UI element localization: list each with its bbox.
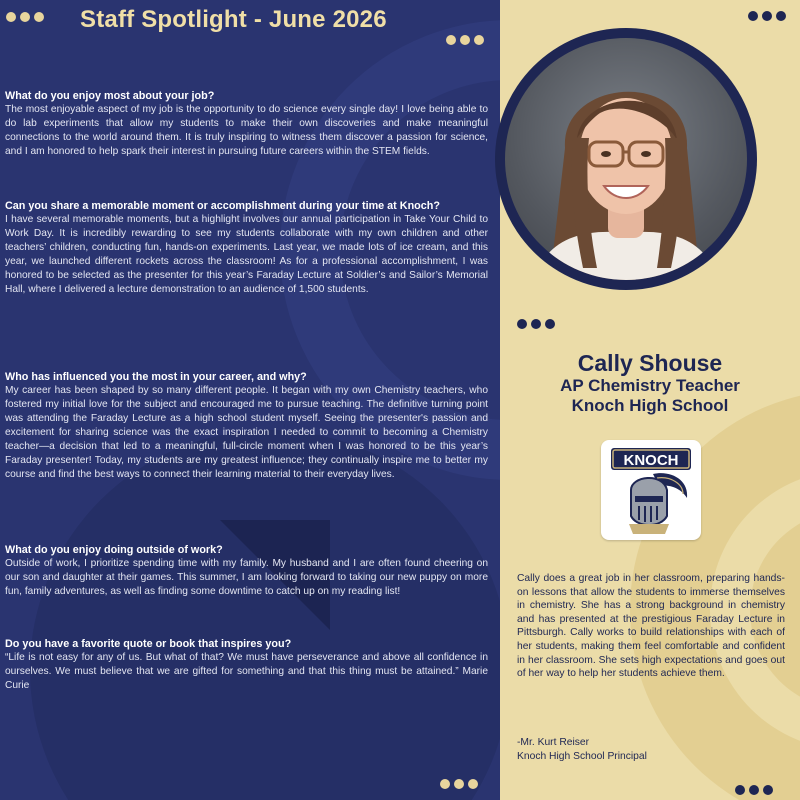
answer-text: Outside of work, I prioritize spending time with my family. My husband and I are often found cheering on our son and daughter at their games. This summer, I am looking forward to taking our new puppy on more fun, family adventures, as well as finding some downtime to catch up on my reading list! <box>5 558 488 597</box>
decorative-dots-top-mid <box>446 35 484 45</box>
teacher-role: AP Chemistry Teacher <box>560 376 740 395</box>
qa-block-2 <box>5 199 488 297</box>
decorative-dots-top-right <box>748 11 786 21</box>
teacher-name: Cally Shouse <box>577 350 723 376</box>
question-text: Can you share a memorable moment or accomplishment during your time at Knoch? <box>5 200 440 212</box>
portrait-illustration <box>505 38 747 280</box>
decorative-dots-bottom-left <box>440 779 478 789</box>
principal-testimonial: Cally does a great job in her classroom, preparing hands-on lessons that allow the students to immerse themselves in chemistry. She has a strong background in chemistry and has presented at the prestigious Faraday Lecture in Pittsburgh. Cally works to build relationships with each of her students, making them feel comfortable and confident in her classroom. She sets high expectations and goes out of her way to help her students achieve them. <box>517 573 785 680</box>
qa-block-4 <box>5 543 488 599</box>
testimonial-author: -Mr. Kurt Reiser <box>517 737 590 748</box>
decorative-dots-bottom-right <box>735 785 773 795</box>
answer-text: I have several memorable moments, but a highlight involves our annual participation in Take Your Child to Work Day. It is incredibly rewarding to see my students collaborate with my own children and other teachers’ children, conducting fun, hands-on experiments. Last year, we made lots of ice cream, and this year, we launched different rockets across the classroom! As for a professional accomplishment, I was honored to be selected as the presenter for this year’s Faraday Lecture at Soldier’s and Sailor’s Memorial Hall, where I delivered a lecture demonstration to an audience of 1,500 students. <box>5 214 488 295</box>
knight-logo-icon <box>601 440 701 540</box>
qa-block-1 <box>5 89 488 159</box>
decorative-dots-top-left <box>6 12 44 22</box>
answer-text: My career has been shaped by so many different people. It began with my own Chemistry teachers, who fostered my initial love for the subject and encouraged me to pursue teaching. The definitive turning point was attending the Faraday Lecture as a high school student myself. Seeing the presenter's passion and excitement for sharing science was the exact inspiration I needed to commit to becoming a Chemistry teacher—a decision that led to a meaningful, full-circle moment when I was honored to be this year’s Faraday presenter! Today, my students are my greatest influence; they continually inspire me to better my course and find the best ways to connect their learning material to their everyday lives. <box>5 385 488 480</box>
school-logo-card <box>601 440 701 540</box>
qa-block-5 <box>5 637 488 693</box>
qa-block-3 <box>5 370 488 482</box>
portrait-frame <box>495 28 757 290</box>
question-text: Who has influenced you the most in your career, and why? <box>5 371 307 383</box>
question-text: What do you enjoy most about your job? <box>5 90 215 102</box>
question-text: What do you enjoy doing outside of work? <box>5 544 223 556</box>
answer-text: “Life is not easy for any of us. But what of that? We must have perseverance and above all confidence in ourselves. We must believe that we are gifted for something and that this thing must be attained.” Marie Curie <box>5 652 488 691</box>
logo-text: KNOCH <box>623 452 679 469</box>
portrait-photo <box>505 38 747 280</box>
testimonial-author-title: Knoch High School Principal <box>517 751 647 762</box>
teacher-school: Knoch High School <box>571 396 729 415</box>
decorative-dots-under-photo <box>517 319 555 329</box>
page-title: Staff Spotlight - June 2026 <box>80 6 387 33</box>
answer-text: The most enjoyable aspect of my job is the opportunity to do science every single day! I love being able to do lab experiments that allow my students to make their own discoveries and make meaningful connections to the world around them. It is truly inspiring to witness them discover a passion for science, and I am honored to help spark their interest in pursuing future careers within the STEM fields. <box>5 104 488 157</box>
question-text: Do you have a favorite quote or book that inspires you? <box>5 638 292 650</box>
